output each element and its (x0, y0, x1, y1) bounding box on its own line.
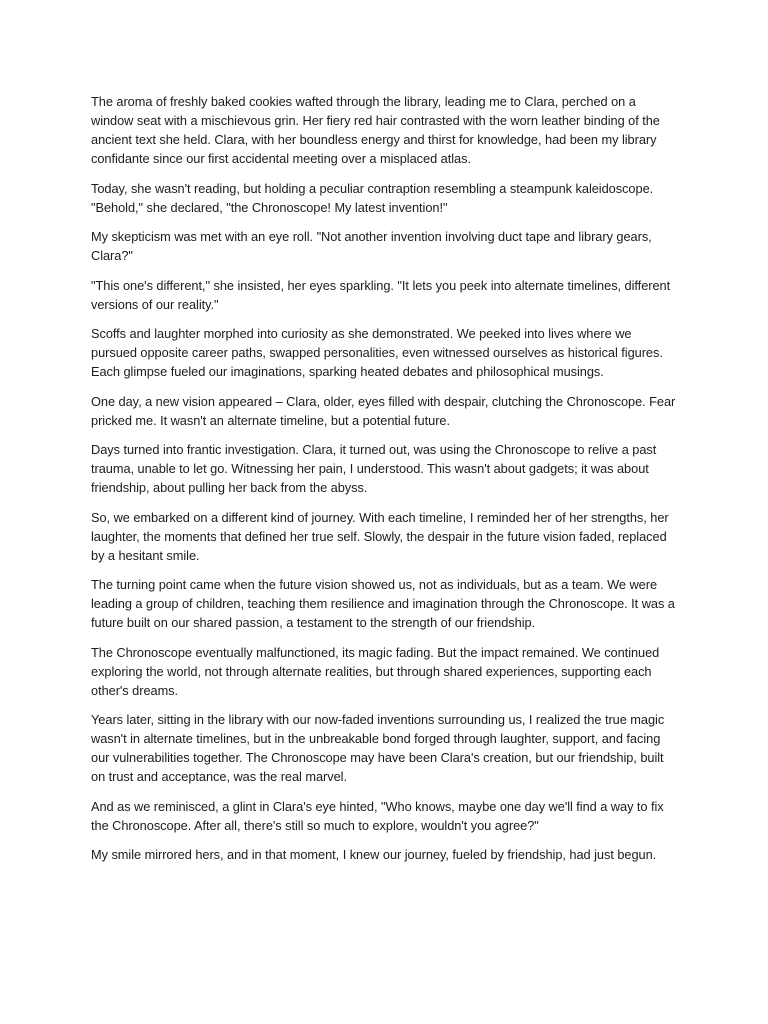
paragraph: So, we embarked on a different kind of journey. With each timeline, I reminded her of her strengths, her laughter, the moments that defined her true self. Slowly, the despair in the future vision faded, replaced by a hesitant smile. (91, 509, 669, 563)
paragraph: One day, a new vision appeared – Clara, older, eyes filled with despair, clutching the Chronoscope. Fear pricked me. It wasn't an alternate timeline, but a potential future. (91, 393, 676, 428)
paragraph: The aroma of freshly baked cookies wafted through the library, leading me to Clara, perched on a window seat with a mischievous grin. Her fiery red hair contrasted with the worn leather binding of the ancient text she held. Clara, with her boundless energy and thirst for knowledge, had been my library confidante since our first accidental meeting over a misplaced atlas. (91, 94, 660, 166)
paragraph: "This one's different," she insisted, her eyes sparkling. "It lets you peek into alternate timelines, different versions of our reality." (91, 277, 671, 312)
paragraph: Days turned into frantic investigation. Clara, it turned out, was using the Chronoscope to relive a past trauma, unable to let go. Witnessing her pain, I understood. This wasn't about gadgets; it was about friendship, about pulling her back from the abyss. (91, 442, 657, 495)
paragraph: Scoffs and laughter morphed into curiosity as she demonstrated. We peeked into lives where we pursued opposite career paths, swapped personalities, even witnessed ourselves as historical figures. Each glimpse fueled our imaginations, sparking heated debates and philosophical musings. (91, 326, 663, 379)
paragraph: And as we reminisced, a glint in Clara's eye hinted, "Who knows, maybe one day we'll find a way to fix the Chronoscope. After all, there's still so much to explore, wouldn't you agree?" (91, 798, 664, 833)
document-body (91, 92, 679, 875)
paragraph: Years later, sitting in the library with our now-faded inventions surrounding us, I realized the true magic wasn't in alternate timelines, but in the unbreakable bond forged through laughter, support, and facing our vulnerabilities together. The Chronoscope may have been Clara's creation, but our friendship, built on trust and acceptance, was the real marvel. (91, 712, 665, 784)
paragraph: My skepticism was met with an eye roll. "Not another invention involving duct tape and library gears, Clara?" (91, 229, 652, 263)
paragraph: The turning point came when the future vision showed us, not as individuals, but as a team. We were leading a group of children, teaching them resilience and imagination through the Chronoscope. It was a future built on our shared passion, a testament to the strength of our friendship. (91, 577, 675, 630)
paragraph: My smile mirrored hers, and in that moment, I knew our journey, fueled by friendship, had just begun. (91, 847, 657, 862)
paragraph: Today, she wasn't reading, but holding a peculiar contraption resembling a steampunk kaleidoscope. "Behold," she declared, "the Chronoscope! My latest invention!" (91, 180, 654, 215)
paragraph: The Chronoscope eventually malfunctioned, its magic fading. But the impact remained. We continued exploring the world, not through alternate realities, but through shared experiences, supporting each other's dreams. (91, 644, 660, 698)
